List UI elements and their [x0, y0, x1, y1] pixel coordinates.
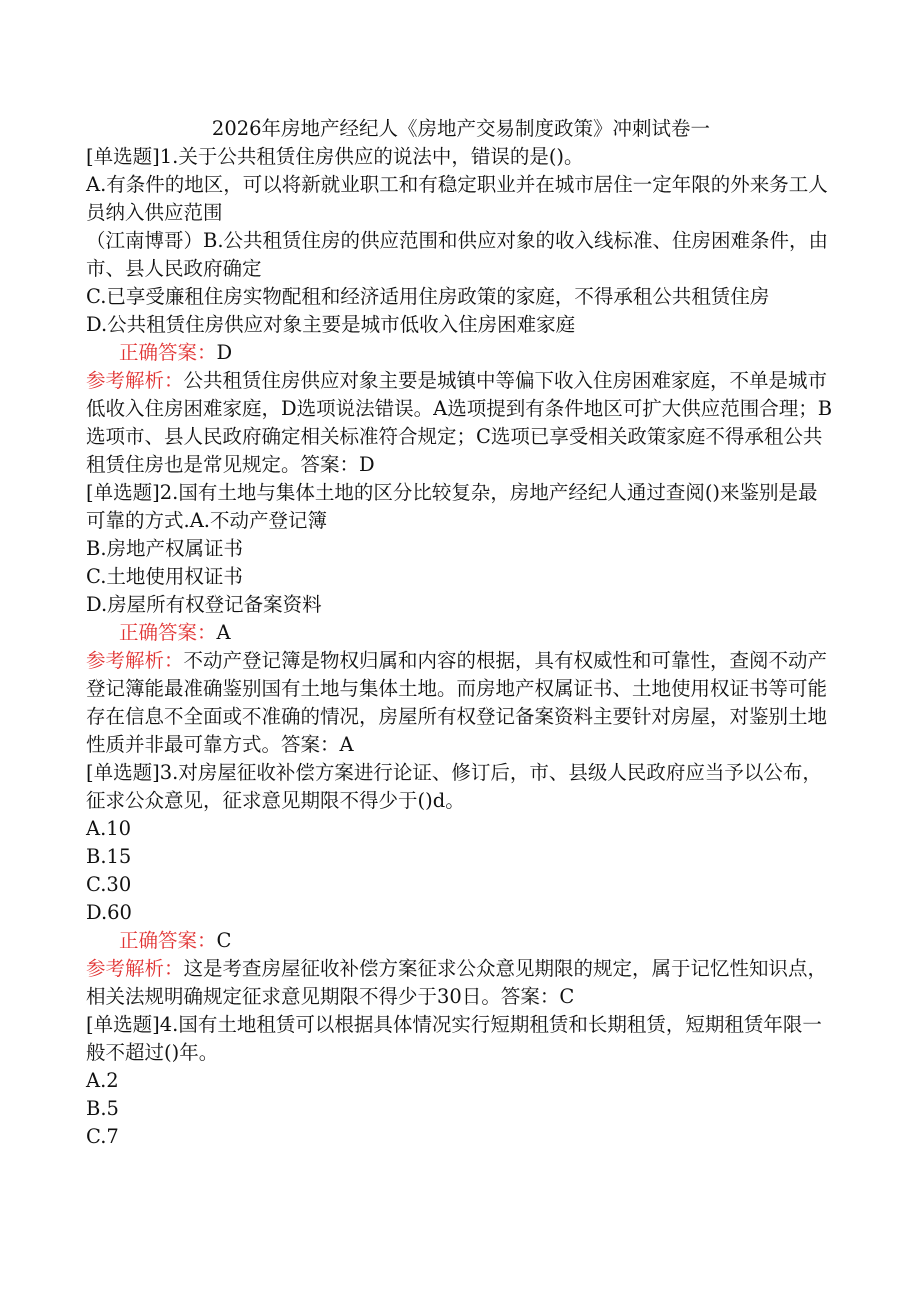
answer-line: [86, 339, 836, 367]
analysis-label: 参考解析：: [86, 957, 184, 980]
analysis-label: 参考解析：: [86, 649, 184, 672]
option-a: A.2: [86, 1069, 119, 1092]
document-page: [86, 115, 836, 1151]
analysis-label: 参考解析：: [86, 369, 184, 392]
question-stem: [单选题]1.关于公共租赁住房供应的说法中，错误的是()。: [86, 145, 584, 168]
answer-label: 正确答案：: [119, 341, 217, 364]
question-1: [86, 143, 836, 479]
answer-line: [86, 927, 836, 955]
analysis-line: [86, 955, 836, 1011]
answer-label: 正确答案：: [119, 929, 217, 952]
option-c: C.7: [86, 1125, 119, 1148]
question-2: [86, 479, 836, 759]
analysis-line: [86, 647, 836, 759]
question-stem: [单选题]4.国有土地租赁可以根据具体情况实行短期租赁和长期租赁，短期租赁年限一般不超过()年。: [86, 1013, 822, 1064]
answer-line: [86, 619, 836, 647]
option-a: A.有条件的地区，可以将新就业职工和有稳定职业并在城市居住一定年限的外来务工人员纳入供应范围: [86, 173, 828, 224]
question-3: [86, 759, 836, 1011]
option-c: C.土地使用权证书: [86, 565, 243, 588]
option-b: B.房地产权属证书: [86, 537, 244, 560]
option-a: A.10: [86, 817, 132, 840]
option-c: C.30: [86, 873, 132, 896]
analysis-line: [86, 367, 836, 479]
option-b: （江南博哥）B.公共租赁住房的供应范围和供应对象的收入线标准、住房困难条件，由市、县人民政府确定: [86, 229, 829, 280]
option-d: D.房屋所有权登记备案资料: [86, 593, 322, 616]
analysis-text: 不动产登记簿是物权归属和内容的根据，具有权威性和可靠性，查阅不动产登记簿能最准确鉴别国有土地与集体土地。而房地产权属证书、土地使用权证书等可能存在信息不全面或不准确的情况，房屋所有权登记备案资料主要针对房屋，对鉴别土地性质并非最可靠方式。答案：A: [86, 649, 828, 756]
question-stem: [单选题]2.国有土地与集体土地的区分比较复杂，房地产经纪人通过查阅()来鉴别是最可靠的方式.A.不动产登记簿: [86, 481, 818, 532]
answer-value: C: [216, 929, 232, 952]
option-b: B.5: [86, 1097, 119, 1120]
question-4: [86, 1011, 836, 1151]
option-c: C.已享受廉租住房实物配租和经济适用住房政策的家庭，不得承租公共租赁住房: [86, 285, 770, 308]
answer-value: A: [216, 621, 231, 644]
option-d: D.60: [86, 901, 132, 924]
option-b: B.15: [86, 845, 132, 868]
analysis-text: 公共租赁住房供应对象主要是城镇中等偏下收入住房困难家庭，不单是城市低收入住房困难家庭，D选项说法错误。A选项提到有条件地区可扩大供应范围合理；B选项市、县人民政府确定相关标准符合规定；C选项已享受相关政策家庭不得承租公共租赁住房也是常见规定。答案：D: [86, 369, 833, 476]
document-title: 2026年房地产经纪人《房地产交易制度政策》冲刺试卷一: [211, 117, 711, 140]
option-d: D.公共租赁住房供应对象主要是城市低收入住房困难家庭: [86, 313, 576, 336]
analysis-text: 这是考查房屋征收补偿方案征求公众意见期限的规定，属于记忆性知识点，相关法规明确规定征求意见期限不得少于30日。答案：C: [86, 957, 828, 1008]
answer-label: 正确答案：: [119, 621, 217, 644]
question-stem: [单选题]3.对房屋征收补偿方案进行论证、修订后，市、县级人民政府应当予以公布，征求公众意见，征求意见期限不得少于()d。: [86, 761, 822, 812]
answer-value: D: [216, 341, 233, 364]
